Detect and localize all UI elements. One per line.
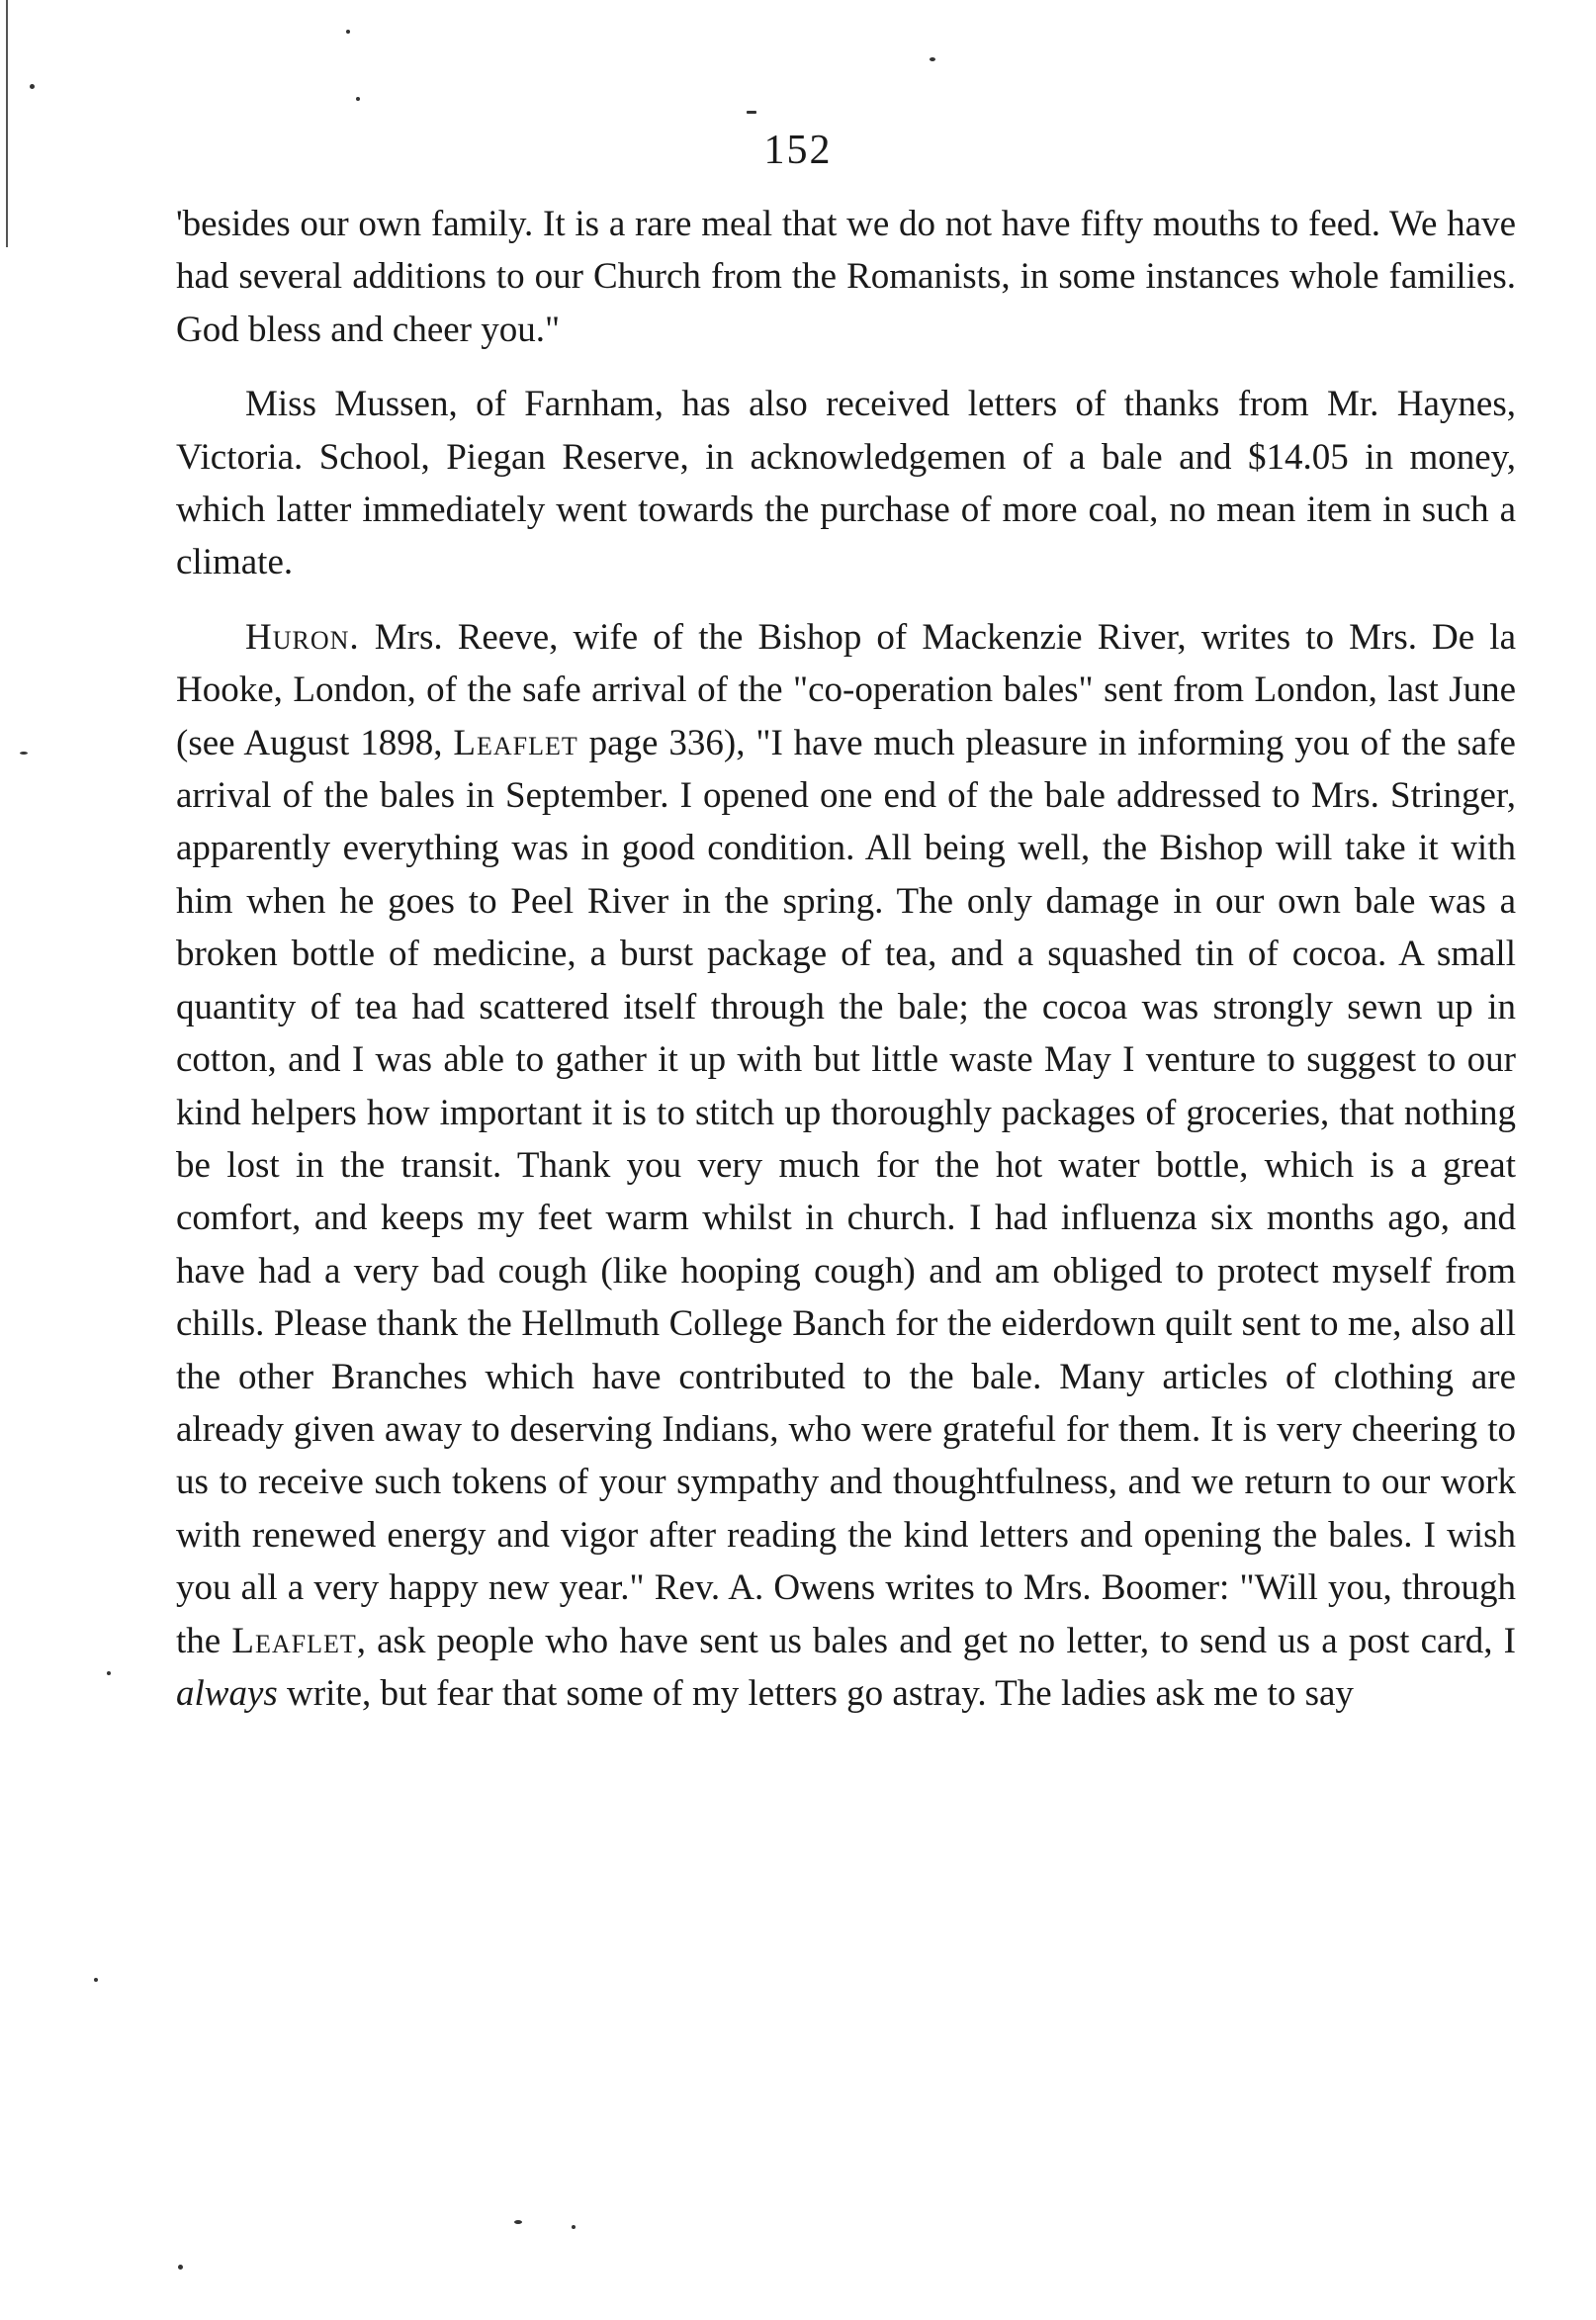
text-segment: page 336), "I have much pleasure in informing you of the safe arrival of the bales in September. I opened one end of the bale addressed to Mrs. Stringer, apparently everything was in good condition. All being well, the Bishop will take it with him when he goes to Peel River in the spring. The only damage in our own bale was a broken bottle of medicine, a burst package of tea, and a squashed tin of cocoa. A small quantity of tea had scattered itself through the bale; the cocoa was strongly sewn up in cotton, and I was able to gather it up with but little waste May I venture to suggest to our kind helpers how important it is to stitch up thoroughly packages of groceries, that nothing be lost in the transit. Thank you very much for the hot water bottle, which is a great comfort, and keeps my feet warm whilst in church. I had influenza six months ago, and have had a very bad cough (like hooping cough) and am obliged to protect myself from chills. Please thank the Hellmuth College Banch for the eiderdown quilt sent to me, also all the other Branches which have contributed to the bale. Many articles of clothing are already given away to deserving Indians, who were grateful for them. It is very cheering to us to receive such tokens of your sympathy and thoughtfulness, and we return to our work with renewed energy and vigor after reading the kind letters and opening the bales. I wish you all a very happy new year." Rev. A. Owens writes to Mrs. Boomer: "Will you, through the bbox=[176, 722, 1516, 1661]
scan-speck bbox=[356, 97, 360, 101]
body-text bbox=[176, 198, 1516, 1720]
scan-speck bbox=[930, 57, 935, 61]
text-segment: Mrs. Reeve, wife of the Bishop of Mackenzie River, writes to Mrs. De la Hooke, London, of the safe arrival of the "co-operation bales" sent from London, last June (see August 1898, bbox=[176, 616, 1516, 763]
scan-speck bbox=[20, 752, 28, 755]
scan-speck bbox=[107, 1671, 111, 1675]
paragraph bbox=[176, 611, 1516, 1721]
paragraph bbox=[176, 378, 1516, 589]
text-segment: Miss Mussen, of Farnham, has also received letters of thanks from Mr. Haynes, Victoria. School, Piegan Reserve, in acknowledgemen of a bale and $14.05 in money, which latter immediately went towards the purchase of more coal, no mean item in such a climate. bbox=[176, 384, 1516, 583]
text-segment: , ask people who have sent us bales and get no letter, to send us a post card, I bbox=[356, 1620, 1516, 1661]
scan-speck bbox=[94, 1978, 98, 1982]
scan-speck bbox=[178, 2265, 183, 2270]
page-number: 152 bbox=[763, 128, 833, 173]
scan-speck bbox=[346, 30, 350, 34]
text-segment: 'besides our own family. It is a rare meal that we do not have fifty mouths to feed. We have had several additions to our Church from the Romanists, in some instances whole families. God bless and cheer you." bbox=[176, 204, 1516, 350]
scan-speck bbox=[30, 84, 35, 89]
paragraph bbox=[176, 198, 1516, 356]
text-segment: always bbox=[176, 1672, 278, 1714]
scan-speck bbox=[514, 2220, 522, 2224]
text-segment: Leaflet bbox=[453, 722, 578, 763]
scan-speck bbox=[572, 2225, 576, 2229]
text-segment: Leaflet bbox=[231, 1620, 357, 1661]
page-edge-mark bbox=[6, 0, 8, 247]
text-segment: Huron. bbox=[245, 616, 360, 658]
scan-speck bbox=[747, 111, 756, 114]
text-segment: write, but fear that some of my letters go astray. The ladies ask me to say bbox=[277, 1672, 1354, 1714]
